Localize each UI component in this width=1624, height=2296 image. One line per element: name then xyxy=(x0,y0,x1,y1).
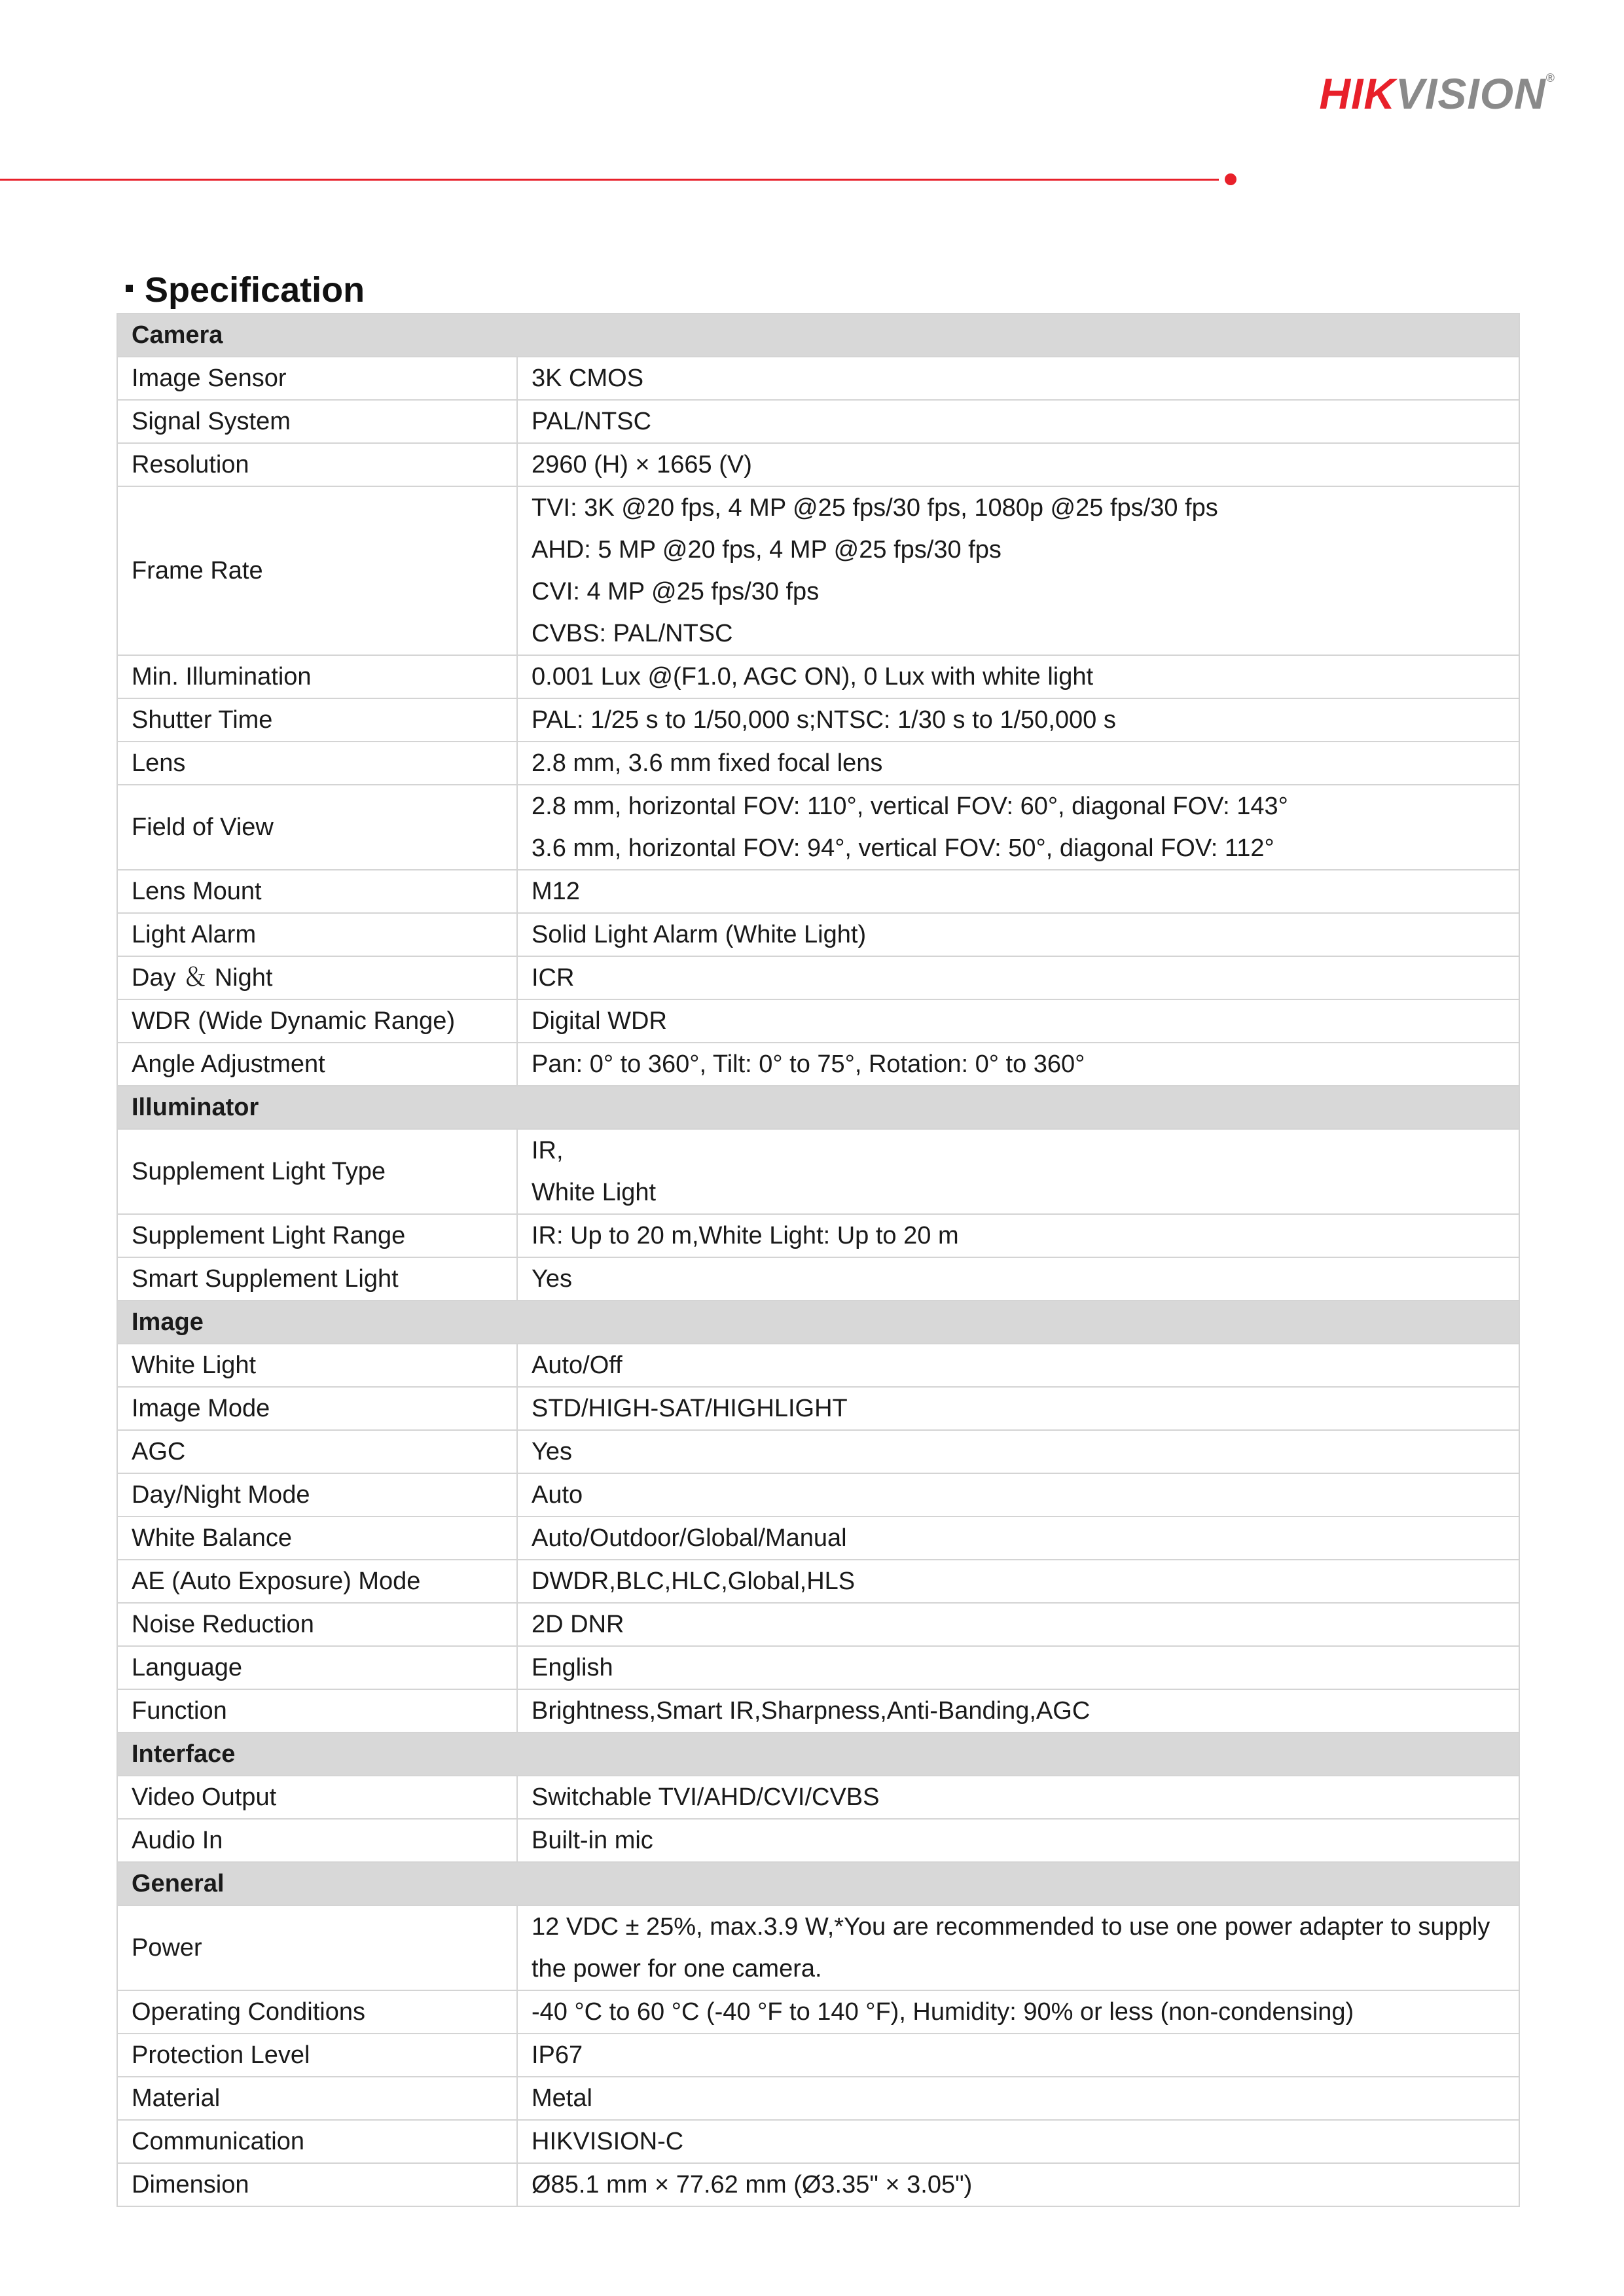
section-header xyxy=(117,1086,1519,1129)
spec-value-line: IR, xyxy=(532,1137,564,1164)
spec-label: White Light xyxy=(117,1344,517,1387)
table-row xyxy=(117,870,1519,913)
table-row xyxy=(117,1043,1519,1086)
spec-value xyxy=(517,956,1519,999)
table-row xyxy=(117,2077,1519,2120)
table-row xyxy=(117,1776,1519,1819)
page-title-text: Specification xyxy=(145,270,365,310)
spec-label: Signal System xyxy=(117,400,517,443)
spec-label: Supplement Light Type xyxy=(117,1129,517,1214)
spec-value xyxy=(517,2034,1519,2077)
spec-label: Resolution xyxy=(117,443,517,486)
spec-value-line: Brightness,Smart IR,Sharpness,Anti-Banding,AGC xyxy=(532,1697,1091,1725)
spec-value xyxy=(517,1776,1519,1819)
spec-value xyxy=(517,1516,1519,1560)
table-row xyxy=(117,1603,1519,1646)
table-row xyxy=(117,486,1519,655)
spec-value xyxy=(517,1905,1519,1990)
spec-value xyxy=(517,2077,1519,2120)
spec-value-line: English xyxy=(532,1654,613,1681)
spec-label: AGC xyxy=(117,1430,517,1473)
section-header xyxy=(117,314,1519,357)
page-title xyxy=(126,267,365,313)
table-row xyxy=(117,1473,1519,1516)
table-row xyxy=(117,742,1519,785)
spec-value xyxy=(517,698,1519,742)
spec-label: Angle Adjustment xyxy=(117,1043,517,1086)
spec-value-line: Ø85.1 mm × 77.62 mm (Ø3.35" × 3.05") xyxy=(532,2171,973,2198)
table-row xyxy=(117,357,1519,400)
spec-label: Day/Night Mode xyxy=(117,1473,517,1516)
spec-label: Supplement Light Range xyxy=(117,1214,517,1257)
spec-label: Field of View xyxy=(117,785,517,870)
spec-value xyxy=(517,1430,1519,1473)
section-header xyxy=(117,1732,1519,1776)
spec-value-line: the power for one camera. xyxy=(532,1955,822,1982)
spec-value xyxy=(517,1043,1519,1086)
spec-label: Operating Conditions xyxy=(117,1990,517,2034)
section-header xyxy=(117,1300,1519,1344)
spec-value xyxy=(517,1214,1519,1257)
section-title: Camera xyxy=(117,314,1519,357)
spec-value-line: HIKVISION-C xyxy=(532,2128,684,2155)
table-row xyxy=(117,443,1519,486)
spec-value-line: Pan: 0° to 360°, Tilt: 0° to 75°, Rotation: 0° to 360° xyxy=(532,1050,1085,1078)
spec-value xyxy=(517,2120,1519,2163)
table-row xyxy=(117,2120,1519,2163)
spec-value-line: TVI: 3K @20 fps, 4 MP @25 fps/30 fps, 1080p @25 fps/30 fps xyxy=(532,494,1218,522)
header-rule xyxy=(0,179,1219,181)
spec-value-line: Solid Light Alarm (White Light) xyxy=(532,921,867,948)
spec-value-line: Yes xyxy=(532,1265,572,1293)
spec-label: Protection Level xyxy=(117,2034,517,2077)
spec-label: Function xyxy=(117,1689,517,1732)
spec-label: Noise Reduction xyxy=(117,1603,517,1646)
table-row xyxy=(117,1646,1519,1689)
spec-value xyxy=(517,1344,1519,1387)
table-row xyxy=(117,1257,1519,1300)
spec-label: Communication xyxy=(117,2120,517,2163)
spec-value-line: Auto/Off xyxy=(532,1352,623,1379)
spec-label: Min. Illumination xyxy=(117,655,517,698)
spec-value-line: Digital WDR xyxy=(532,1007,667,1035)
table-row xyxy=(117,1905,1519,1990)
spec-label: Lens xyxy=(117,742,517,785)
spec-value xyxy=(517,486,1519,655)
spec-value xyxy=(517,655,1519,698)
spec-value-line: PAL/NTSC xyxy=(532,408,652,435)
table-row xyxy=(117,2163,1519,2206)
section-title: Illuminator xyxy=(117,1086,1519,1129)
spec-label: Image Sensor xyxy=(117,357,517,400)
table-row xyxy=(117,400,1519,443)
table-row xyxy=(117,1129,1519,1214)
spec-label: WDR (Wide Dynamic Range) xyxy=(117,999,517,1043)
spec-value xyxy=(517,1990,1519,2034)
spec-label: Day ＆ Night xyxy=(117,956,517,999)
spec-value-line: 2.8 mm, horizontal FOV: 110°, vertical FOV: 60°, diagonal FOV: 143° xyxy=(532,793,1288,820)
spec-value-line: PAL: 1/25 s to 1/50,000 s;NTSC: 1/30 s to 1/50,000 s xyxy=(532,706,1116,734)
table-row xyxy=(117,913,1519,956)
section-title: Image xyxy=(117,1300,1519,1344)
title-bullet-icon xyxy=(126,285,133,292)
registered-mark: ® xyxy=(1545,71,1555,84)
spec-value-line: 3.6 mm, horizontal FOV: 94°, vertical FOV: 50°, diagonal FOV: 112° xyxy=(532,834,1274,862)
spec-value xyxy=(517,1257,1519,1300)
spec-label: Lens Mount xyxy=(117,870,517,913)
hikvision-logo xyxy=(1319,69,1555,118)
table-row xyxy=(117,999,1519,1043)
spec-value-line: CVI: 4 MP @25 fps/30 fps xyxy=(532,578,820,605)
spec-value-line: 2.8 mm, 3.6 mm fixed focal lens xyxy=(532,749,883,777)
spec-value-line: White Light xyxy=(532,1179,657,1206)
spec-value-line: ICR xyxy=(532,964,575,992)
spec-label: White Balance xyxy=(117,1516,517,1560)
spec-label: Language xyxy=(117,1646,517,1689)
spec-value-line: IP67 xyxy=(532,2041,583,2069)
spec-value-line: AHD: 5 MP @20 fps, 4 MP @25 fps/30 fps xyxy=(532,536,1001,564)
spec-value xyxy=(517,400,1519,443)
spec-label: Frame Rate xyxy=(117,486,517,655)
spec-value-line: DWDR,BLC,HLC,Global,HLS xyxy=(532,1568,856,1595)
spec-value xyxy=(517,999,1519,1043)
table-row xyxy=(117,655,1519,698)
spec-value-line: Built-in mic xyxy=(532,1827,653,1854)
spec-value xyxy=(517,1129,1519,1214)
table-row xyxy=(117,785,1519,870)
spec-value xyxy=(517,1387,1519,1430)
header-rule-dot xyxy=(1225,173,1236,185)
spec-value-line: M12 xyxy=(532,878,580,905)
spec-value xyxy=(517,1473,1519,1516)
spec-value-line: IR: Up to 20 m,White Light: Up to 20 m xyxy=(532,1222,959,1249)
spec-value-line: STD/HIGH-SAT/HIGHLIGHT xyxy=(532,1395,848,1422)
logo-text-red: HIK xyxy=(1319,69,1396,118)
table-row xyxy=(117,698,1519,742)
logo-text-rest: VISION xyxy=(1396,69,1546,118)
table-row xyxy=(117,1990,1519,2034)
spec-value xyxy=(517,1560,1519,1603)
spec-label: Dimension xyxy=(117,2163,517,2206)
table-row xyxy=(117,1819,1519,1862)
spec-value xyxy=(517,1603,1519,1646)
spec-value-line: 12 VDC ± 25%, max.3.9 W,*You are recommended to use one power adapter to supply xyxy=(532,1913,1490,1941)
spec-label: Audio In xyxy=(117,1819,517,1862)
section-title: Interface xyxy=(117,1732,1519,1776)
spec-label: Power xyxy=(117,1905,517,1990)
spec-label: Image Mode xyxy=(117,1387,517,1430)
table-row xyxy=(117,1430,1519,1473)
table-row xyxy=(117,1560,1519,1603)
spec-value xyxy=(517,785,1519,870)
spec-value-line: Metal xyxy=(532,2085,592,2112)
spec-label: Shutter Time xyxy=(117,698,517,742)
table-row xyxy=(117,1689,1519,1732)
spec-value xyxy=(517,1819,1519,1862)
table-row xyxy=(117,2034,1519,2077)
spec-value xyxy=(517,1646,1519,1689)
spec-value-line: Yes xyxy=(532,1438,572,1465)
spec-value-line: 2960 (H) × 1665 (V) xyxy=(532,451,752,478)
table-row xyxy=(117,1516,1519,1560)
spec-value-line: 0.001 Lux @(F1.0, AGC ON), 0 Lux with white light xyxy=(532,663,1094,691)
section-header xyxy=(117,1862,1519,1905)
spec-label: Material xyxy=(117,2077,517,2120)
spec-value xyxy=(517,1689,1519,1732)
spec-value-line: 3K CMOS xyxy=(532,365,644,392)
spec-value xyxy=(517,443,1519,486)
spec-label: AE (Auto Exposure) Mode xyxy=(117,1560,517,1603)
spec-value-line: CVBS: PAL/NTSC xyxy=(532,620,733,647)
spec-value xyxy=(517,742,1519,785)
spec-value-line: Auto xyxy=(532,1481,583,1509)
spec-value xyxy=(517,357,1519,400)
spec-value-line: 2D DNR xyxy=(532,1611,624,1638)
spec-value-line: Auto/Outdoor/Global/Manual xyxy=(532,1524,847,1552)
spec-value xyxy=(517,913,1519,956)
spec-value-line: -40 °C to 60 °C (-40 °F to 140 °F), Humidity: 90% or less (non-condensing) xyxy=(532,1998,1354,2026)
spec-label: Light Alarm xyxy=(117,913,517,956)
section-title: General xyxy=(117,1862,1519,1905)
spec-label: Video Output xyxy=(117,1776,517,1819)
table-row xyxy=(117,1344,1519,1387)
table-row xyxy=(117,1387,1519,1430)
table-row xyxy=(117,1214,1519,1257)
spec-value xyxy=(517,870,1519,913)
spec-label: Smart Supplement Light xyxy=(117,1257,517,1300)
spec-value xyxy=(517,2163,1519,2206)
spec-table xyxy=(117,313,1520,2207)
table-row xyxy=(117,956,1519,999)
spec-value-line: Switchable TVI/AHD/CVI/CVBS xyxy=(532,1784,880,1811)
